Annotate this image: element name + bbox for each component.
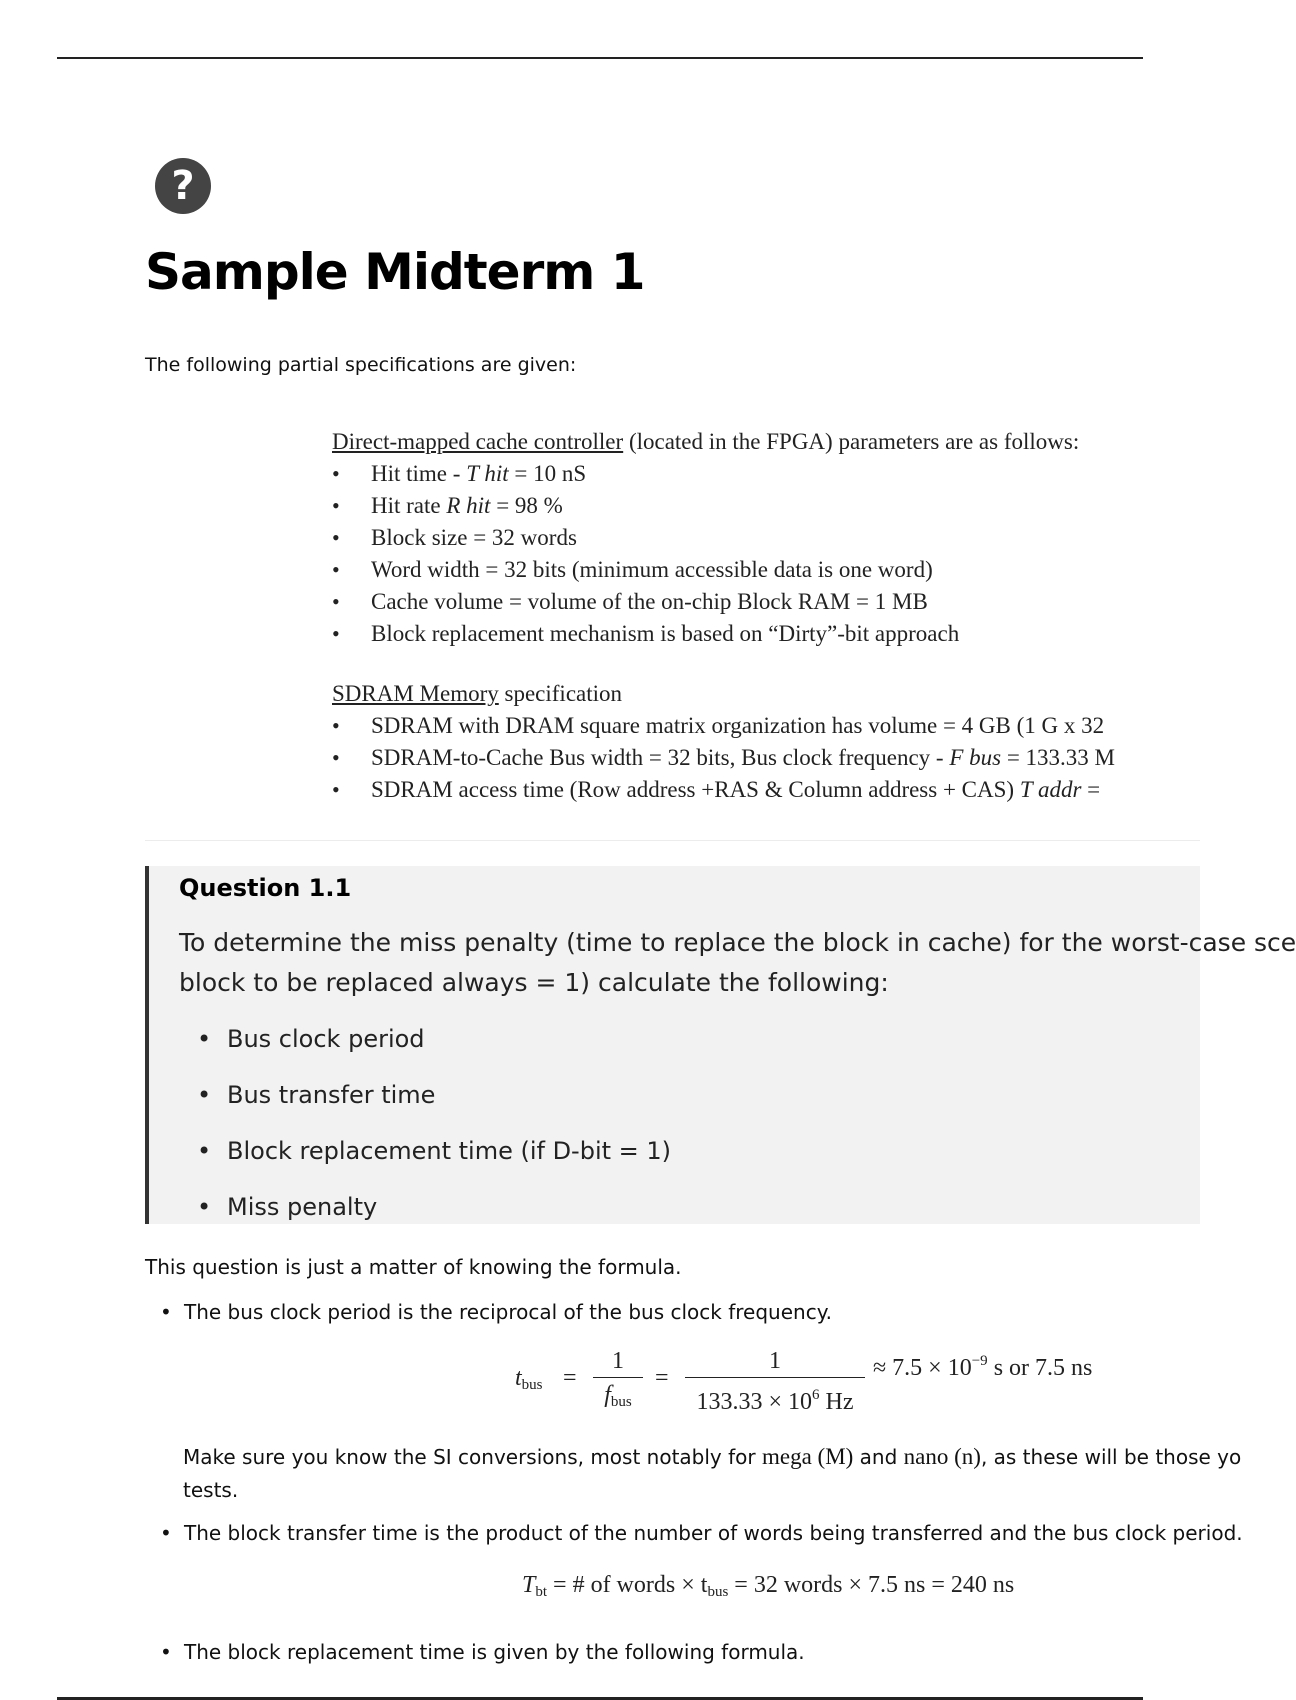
cache-spec-block — [332, 426, 1200, 650]
block-transfer-time-equation: $T_{bt}$ = # of words × $t_{bus} = 32$ words × 7.5 ns = 240 ns — [522, 1572, 1015, 1600]
cache-spec-heading: Direct-mapped cache controller (located in the FPGA) parameters are as follows: — [332, 429, 1080, 454]
sdram-spec-heading-link: SDRAM Memory — [332, 681, 499, 706]
equation-lhs: $t_{bus}$ — [515, 1365, 543, 1393]
intro-text: The following partial specifications are given: — [145, 354, 577, 376]
si-conversion-note: Make sure you know the SI conversions, most notably for mega (M) and nano (n), as these will be those yo tests. — [183, 1444, 1242, 1502]
page-title: Sample Midterm 1 — [145, 243, 645, 301]
list-item: • SDRAM-to-Cache Bus width = 32 bits, Bus clock frequency - F bus = 133.33 M — [332, 742, 1200, 774]
list-item: • SDRAM with DRAM square matrix organization has volume = 4 GB (1 G x 32 — [332, 710, 1200, 742]
list-item: • Miss penalty — [179, 1179, 671, 1235]
equation-result: ≈ $7.5 \times 10^{-9}$ s or 7.5 ns — [873, 1353, 1093, 1381]
cache-spec-list — [332, 458, 1200, 650]
list-item: • Hit time - T hit = 10 nS — [332, 458, 1200, 490]
top-rule — [57, 57, 1143, 59]
equation-fraction-1: 1 $f_{bus}$ — [593, 1345, 643, 1412]
list-item: • Block size = 32 words — [332, 522, 1200, 554]
sdram-spec-list — [332, 710, 1200, 806]
equation-fraction-2: $\frac{1}{133.33 \times 10^6 Hz}$ — [685, 1345, 865, 1412]
question-body: To determine the miss penalty (time to replace the block in cache) for the worst-case sce block to be replaced always = 1) calculate the following: — [179, 928, 1296, 997]
section-divider — [145, 840, 1200, 841]
question-mark-icon: ? — [155, 158, 211, 214]
list-item: • Bus transfer time — [179, 1067, 671, 1123]
list-item: • Word width = 32 bits (minimum accessible data is one word) — [332, 554, 1200, 586]
question-title: Question 1.1 — [179, 874, 352, 902]
answer-bullet-bus-clock: • The bus clock period is the reciprocal of the bus clock frequency. — [160, 1300, 832, 1324]
list-item: • Bus clock period — [179, 1011, 671, 1067]
cache-spec-heading-link: Direct-mapped cache controller — [332, 429, 624, 454]
list-item: • SDRAM access time (Row address +RAS & Column address + CAS) T addr = — [332, 774, 1200, 806]
sdram-spec-heading: SDRAM Memory specification — [332, 681, 623, 706]
list-item: • Block replacement mechanism is based on “Dirty”-bit approach — [332, 618, 1200, 650]
sdram-spec-block — [332, 678, 1200, 806]
list-item: • Block replacement time (if D-bit = 1) — [179, 1123, 671, 1179]
answer-bullet-replacement-time: • The block replacement time is given by the following formula. — [160, 1640, 805, 1664]
question-list — [179, 1011, 671, 1235]
list-item: • Hit rate R hit = 98 % — [332, 490, 1200, 522]
list-item: • Cache volume = volume of the on-chip Block RAM = 1 MB — [332, 586, 1200, 618]
answer-intro: This question is just a matter of knowing the formula. — [145, 1255, 682, 1279]
answer-bullet-transfer-time: • The block transfer time is the product of the number of words being transferred and the bus clock period. — [160, 1521, 1243, 1545]
question-box — [145, 866, 1296, 1224]
